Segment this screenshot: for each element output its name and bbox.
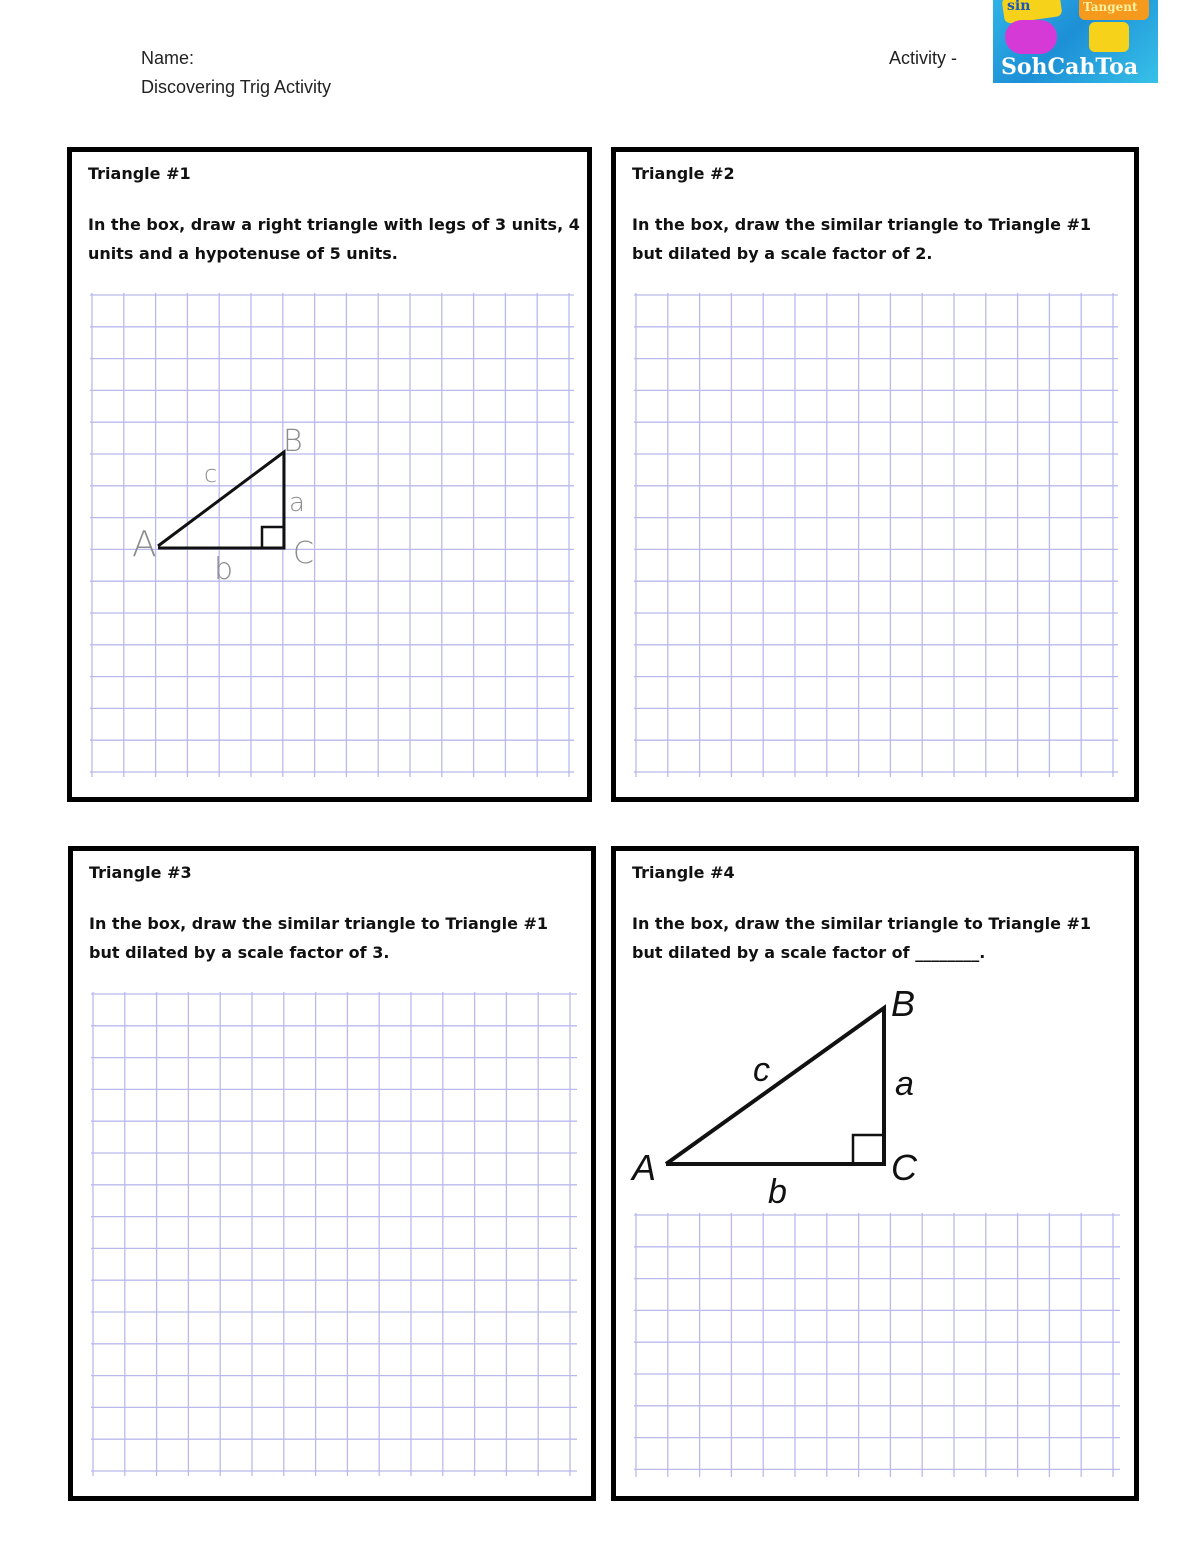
side-b-label: b [768,1173,787,1211]
vertex-c-label: C [891,1147,917,1188]
handwritten-side-a: a [289,488,305,518]
sohcahtoa-logo [993,0,1158,83]
box-instruction: In the box, draw the similar triangle to Triangle #1 but dilated by a scale factor of 2. [632,215,1092,263]
side-a-label: a [895,1065,914,1103]
triangle-4-box [611,846,1139,1501]
vertex-a-label: A [632,1147,657,1188]
box-title: Triangle #2 [632,164,735,183]
box-instruction: In the box, draw a right triangle with legs of 3 units, 4 units and a hypotenuse of 5 units. [88,215,580,263]
handwritten-triangle [72,152,587,797]
vertex-b-label: B [891,983,916,1024]
handwritten-side-b: b [214,552,234,587]
logo-tangent-text: Tangent [1083,0,1138,14]
logo-sin-text: sin [1007,0,1031,14]
box-title: Triangle #3 [89,863,192,882]
activity-label: Activity - [889,48,958,68]
grid-paper[interactable] [634,293,1118,777]
handwritten-side-c: c [204,460,218,488]
grid-paper[interactable] [91,992,577,1476]
document-title: Discovering Trig Activity [141,77,332,97]
name-label: Name: [141,48,195,68]
box-instruction: In the box, draw the similar triangle to Triangle #1 but dilated by a scale factor of ________. [632,914,1092,962]
logo-sohcahtoa-text: SohCahToa [1001,54,1139,80]
handwritten-vertex-a: A [132,524,157,565]
box-title: Triangle #4 [632,863,735,882]
triangle-3-box [68,846,596,1501]
side-c-label: c [753,1051,770,1089]
triangle-1-box [67,147,592,802]
grid-paper[interactable] [634,1213,1120,1477]
box-instruction: In the box, draw the similar triangle to Triangle #1 but dilated by a scale factor of 3. [89,914,549,962]
triangle-2-box [611,147,1139,802]
box-title: Triangle #1 [88,164,191,183]
handwritten-vertex-b: B [283,424,303,459]
handwritten-vertex-c: C [293,536,314,571]
